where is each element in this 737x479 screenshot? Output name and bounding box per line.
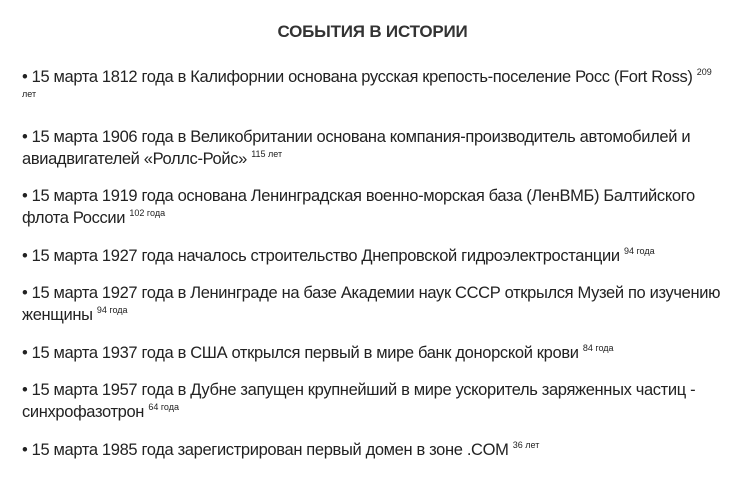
event-text: 15 марта 1985 года зарегистрирован первый домен в зоне .COM xyxy=(31,440,509,459)
event-text: 15 марта 1957 года в Дубне запущен крупнейший в мире ускоритель заряженных частиц - синхрофазотрон xyxy=(22,381,696,421)
event-age: 84 года xyxy=(582,342,614,353)
bullet: • xyxy=(22,284,28,302)
bullet: • xyxy=(22,343,28,362)
event-age: 64 года xyxy=(148,402,179,412)
bullet: • xyxy=(22,68,28,86)
event-age: 209 лет xyxy=(22,67,712,99)
bullet: • xyxy=(22,246,28,265)
list-item xyxy=(22,126,723,170)
event-text: 15 марта 1937 года в США открылся первый в мире банк донорской крови xyxy=(31,343,579,362)
event-age: 102 года xyxy=(129,208,166,218)
bullet: • xyxy=(22,440,28,459)
event-text: 15 марта 1812 года в Калифорнии основана русская крепость-поселение Росс (Fort Ross) xyxy=(31,68,693,86)
event-age: 115 лет xyxy=(251,148,283,159)
bullet: • xyxy=(22,127,28,146)
events-list xyxy=(22,66,723,461)
list-item xyxy=(22,282,723,326)
list-item xyxy=(22,379,723,423)
event-age: 94 года xyxy=(623,245,655,256)
list-item xyxy=(22,185,723,229)
list-item xyxy=(22,342,723,364)
event-age: 94 года xyxy=(96,305,128,315)
bullet: • xyxy=(22,381,28,399)
section-title: СОБЫТИЯ В ИСТОРИИ xyxy=(277,22,468,41)
event-text: 15 марта 1927 года в Ленинграде на базе Академии наук СССР открылся Музей по изучению женщины xyxy=(22,284,721,324)
event-text: 15 марта 1919 года основана Ленинградская военно-морская база (ЛенВМБ) Балтийского флота России xyxy=(22,187,695,227)
event-text: 15 марта 1906 года в Великобритании основана компания-производитель автомобилей и авиадвигателей «Роллс-Ройс» xyxy=(22,127,691,168)
event-text: 15 марта 1927 года началось строительство Днепровской гидроэлектростанции xyxy=(31,246,620,265)
event-age: 36 лет xyxy=(512,439,540,450)
list-item xyxy=(22,439,723,461)
list-item xyxy=(22,245,723,267)
list-item xyxy=(22,66,723,110)
bullet: • xyxy=(22,187,28,205)
